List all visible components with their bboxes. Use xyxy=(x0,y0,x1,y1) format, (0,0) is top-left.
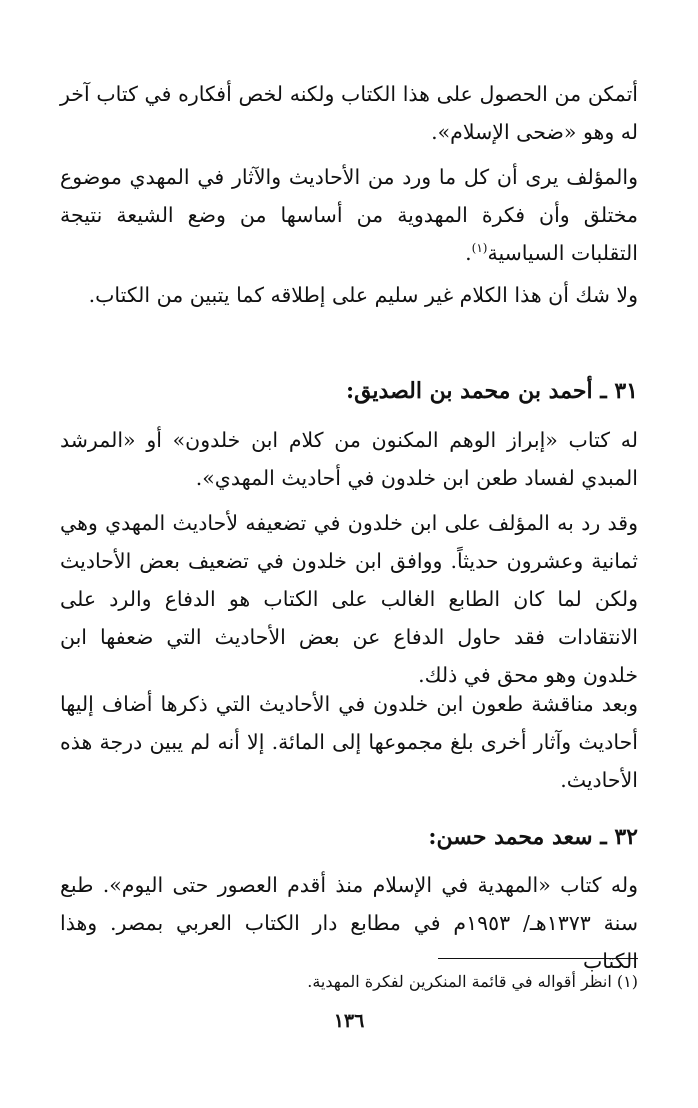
paragraph-5: وقد رد به المؤلف على ابن خلدون في تضعيفه لأحاديث المهدي وهي ثمانية وعشرون حديثاً. ووافق ابن خلدون في تضعيف بعض الأحاديث ولكن لما كان الطابع الغالب على الكتاب هو الدفاع والرد على الانتقادات فقد حاول الدفاع عن بعض الأحاديث التي ضعفها ابن خلدون وهو محق في ذلك. xyxy=(60,511,638,687)
paragraph-1: أتمكن من الحصول على هذا الكتاب ولكنه لخص أفكاره في كتاب آخر له وهو «ضحى الإسلام». xyxy=(60,82,638,144)
footnote-marker[interactable]: (١) xyxy=(471,241,488,256)
paragraph-7: وله كتاب «المهدية في الإسلام منذ أقدم العصور حتى اليوم». طبع سنة ١٣٧٣هـ/ ١٩٥٣م في مطابع دار الكتاب العربي بمصر. وهذا الكتاب xyxy=(60,873,638,973)
paragraph-3: ولا شك أن هذا الكلام غير سليم على إطلاقه كما يتبين من الكتاب. xyxy=(88,283,638,307)
footnote: (١) انظر أقواله في قائمة المنكرين لفكرة المهدية. xyxy=(307,972,638,991)
paragraph-2-end: . xyxy=(465,241,472,265)
paragraph-4: له كتاب «إبراز الوهم المكنون من كلام ابن خلدون» أو «المرشد المبدي لفساد طعن ابن خلدون في أحاديث المهدي». xyxy=(60,428,638,490)
paragraph-2-text: والمؤلف يرى أن كل ما ورد من الأحاديث والآثار في المهدي موضوع مختلق وأن فكرة المهدوية من أساسها من وضع الشيعة نتيجة التقلبات السياسية xyxy=(60,165,638,265)
section-heading-32: ٣٢ ـ سعد محمد حسن: xyxy=(428,824,638,850)
paragraph-2 xyxy=(60,158,638,272)
paragraph-6: وبعد مناقشة طعون ابن خلدون في الأحاديث التي ذكرها أضاف إليها أحاديث وآثار أخرى بلغ مجموعها إلى المائة. إلا أنه لم يبين درجة هذه الأحاديث. xyxy=(60,692,638,792)
section-heading-31: ٣١ ـ أحمد بن محمد بن الصديق: xyxy=(345,378,638,404)
page-number: ١٣٦ xyxy=(333,1010,365,1032)
footnote-divider xyxy=(438,958,638,959)
